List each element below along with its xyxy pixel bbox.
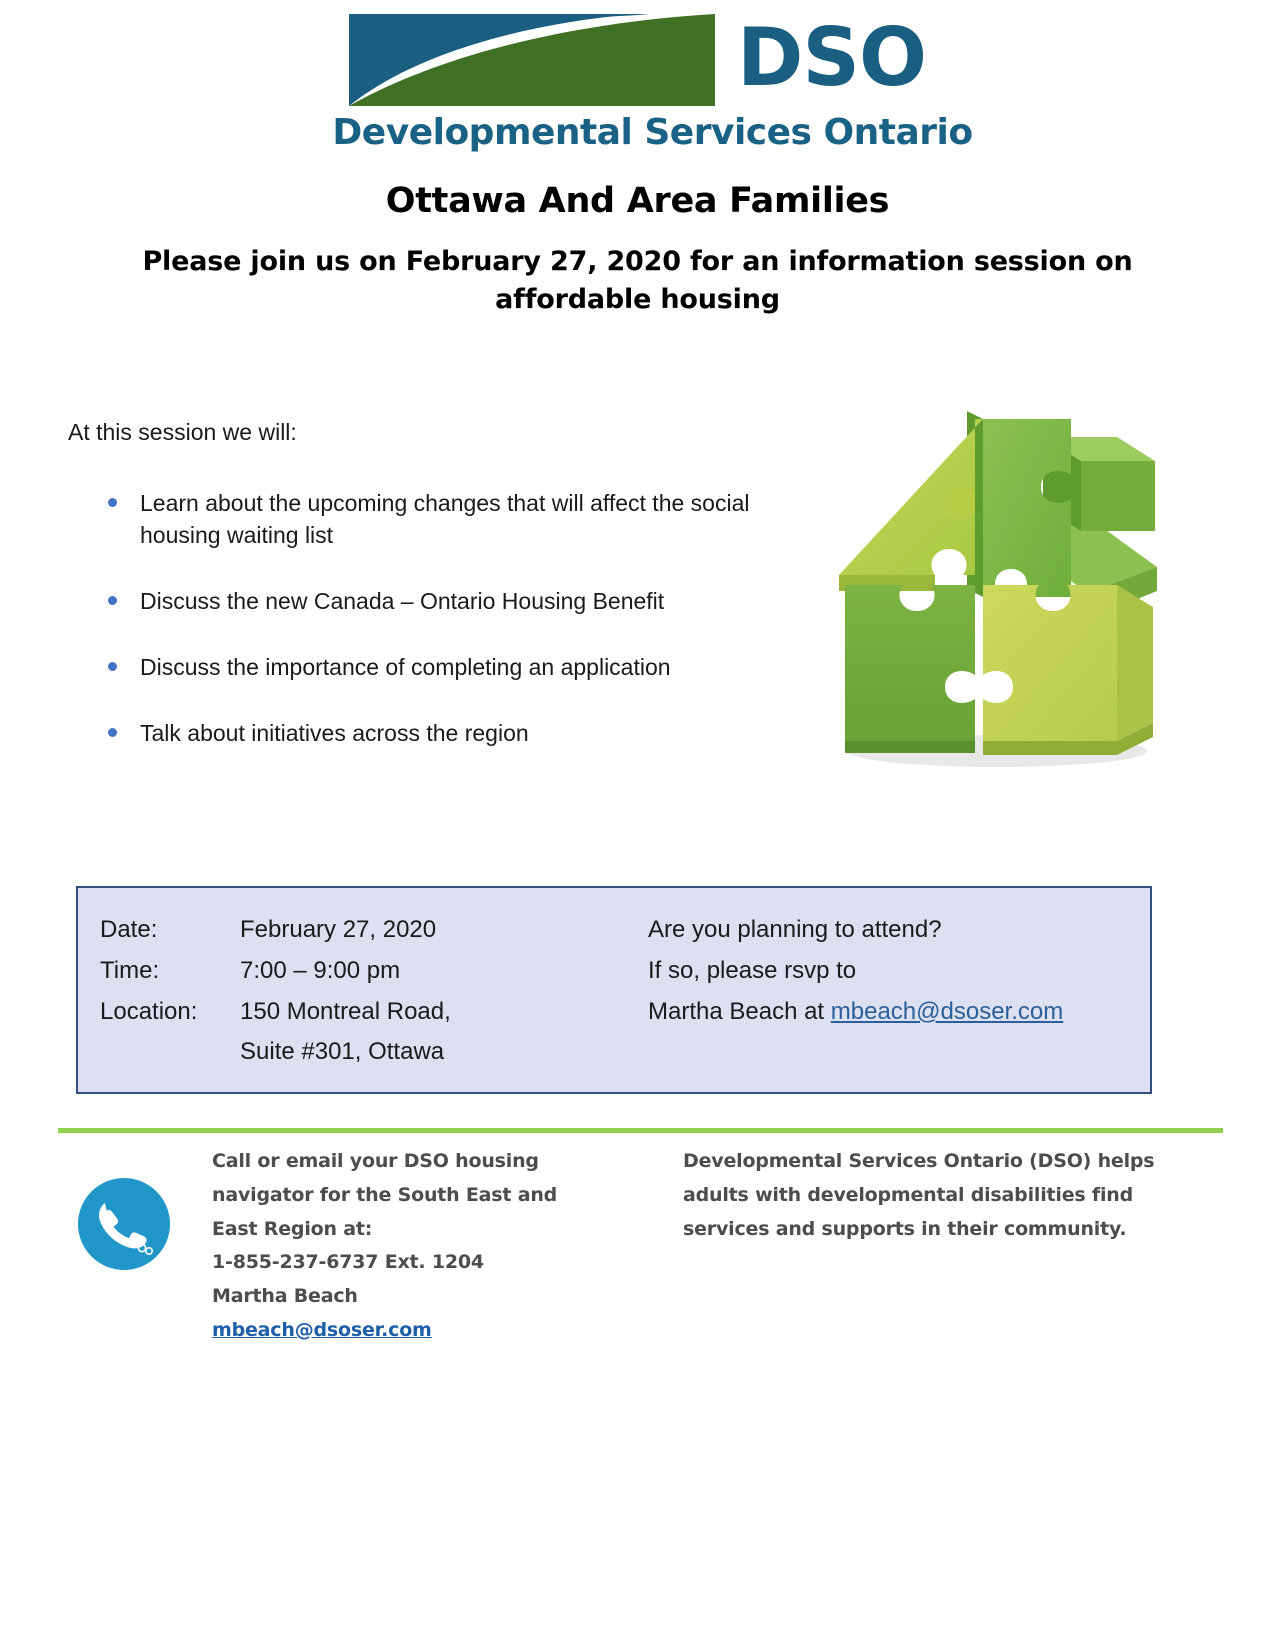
event-location-row-continued [100,1032,648,1073]
footer-right-line-1: Developmental Services Ontario (DSO) helps [683,1150,1155,1172]
logo-acronym: DSO [736,11,927,104]
dso-logo-block [0,0,1275,153]
bullet-dot-icon [108,728,117,737]
rsvp-question: Are you planning to attend? [648,916,942,943]
event-location-value-line1: 150 Montreal Road, [240,997,451,1025]
list-item [68,487,768,551]
event-date-label: Date: [100,916,158,943]
bullet-dot-icon [108,596,117,605]
rsvp-email-link[interactable]: mbeach@dsoser.com [830,997,1064,1025]
green-divider [58,1128,1223,1133]
event-date-row [100,910,648,951]
footer-left-line-1: Call or email your DSO housing [212,1150,539,1172]
list-item-label: Talk about initiatives across the region [140,720,529,747]
session-intro-text: At this session we will: [68,418,297,445]
list-item-label: Learn about the upcoming changes that will affect the social housing waiting list [140,489,750,548]
puzzle-house-image [787,379,1187,779]
bullet-dot-icon [108,662,117,671]
session-bullet-list [68,487,768,784]
footer-contact-name: Martha Beach [212,1285,358,1308]
rsvp-instruction: If so, please rsvp to [648,956,857,984]
list-item-label: Discuss the importance of completing an application [140,654,671,681]
event-date-value: February 27, 2020 [240,916,437,943]
event-time-value: 7:00 – 9:00 pm [240,956,401,984]
rsvp-column [648,910,1150,1073]
dso-logo-mark-icon [349,14,715,106]
page-subtitle: Please join us on February 27, 2020 for an information session on affordable housing [142,246,1133,315]
footer-phone-number: 1-855-237-6737 Ext. 1204 [212,1251,484,1274]
event-location-label-spacer [100,1032,240,1073]
footer-left-line-2: navigator for the South East and [212,1183,558,1206]
footer-left-line-3: East Region at: [212,1217,373,1240]
list-item [68,651,768,683]
footer-email-link[interactable]: mbeach@dsoser.com [212,1319,432,1342]
rsvp-contact-line [648,992,1150,1033]
logo-full-name: Developmental Services Ontario [332,112,973,153]
phone-icon [78,1178,170,1270]
footer-about-text [683,1145,1154,1246]
session-details-section [0,419,1275,839]
list-item [68,585,768,617]
list-item [68,717,768,749]
footer-contact-text [212,1145,557,1348]
event-location-row [100,992,648,1033]
event-details-box [76,886,1152,1094]
list-item-label: Discuss the new Canada – Ontario Housing Benefit [140,587,665,614]
event-time-label: Time: [100,956,160,984]
bullet-dot-icon [108,498,117,507]
logo-row [349,11,927,106]
rsvp-contact-name: Martha Beach at [648,997,831,1025]
page-title: Ottawa And Area Families [385,181,890,221]
event-location-value-line2: Suite #301, Ottawa [240,1038,445,1066]
footer-email-row [212,1314,557,1348]
event-details-left-column [78,910,648,1073]
footer-contact-block [58,1140,683,1348]
event-time-row [100,951,648,992]
event-location-label: Location: [100,997,198,1025]
footer-right-line-2: adults with developmental disabilities find [683,1183,1134,1206]
footer-right-line-3: services and supports in their community. [683,1217,1127,1240]
footer [58,1140,1223,1348]
